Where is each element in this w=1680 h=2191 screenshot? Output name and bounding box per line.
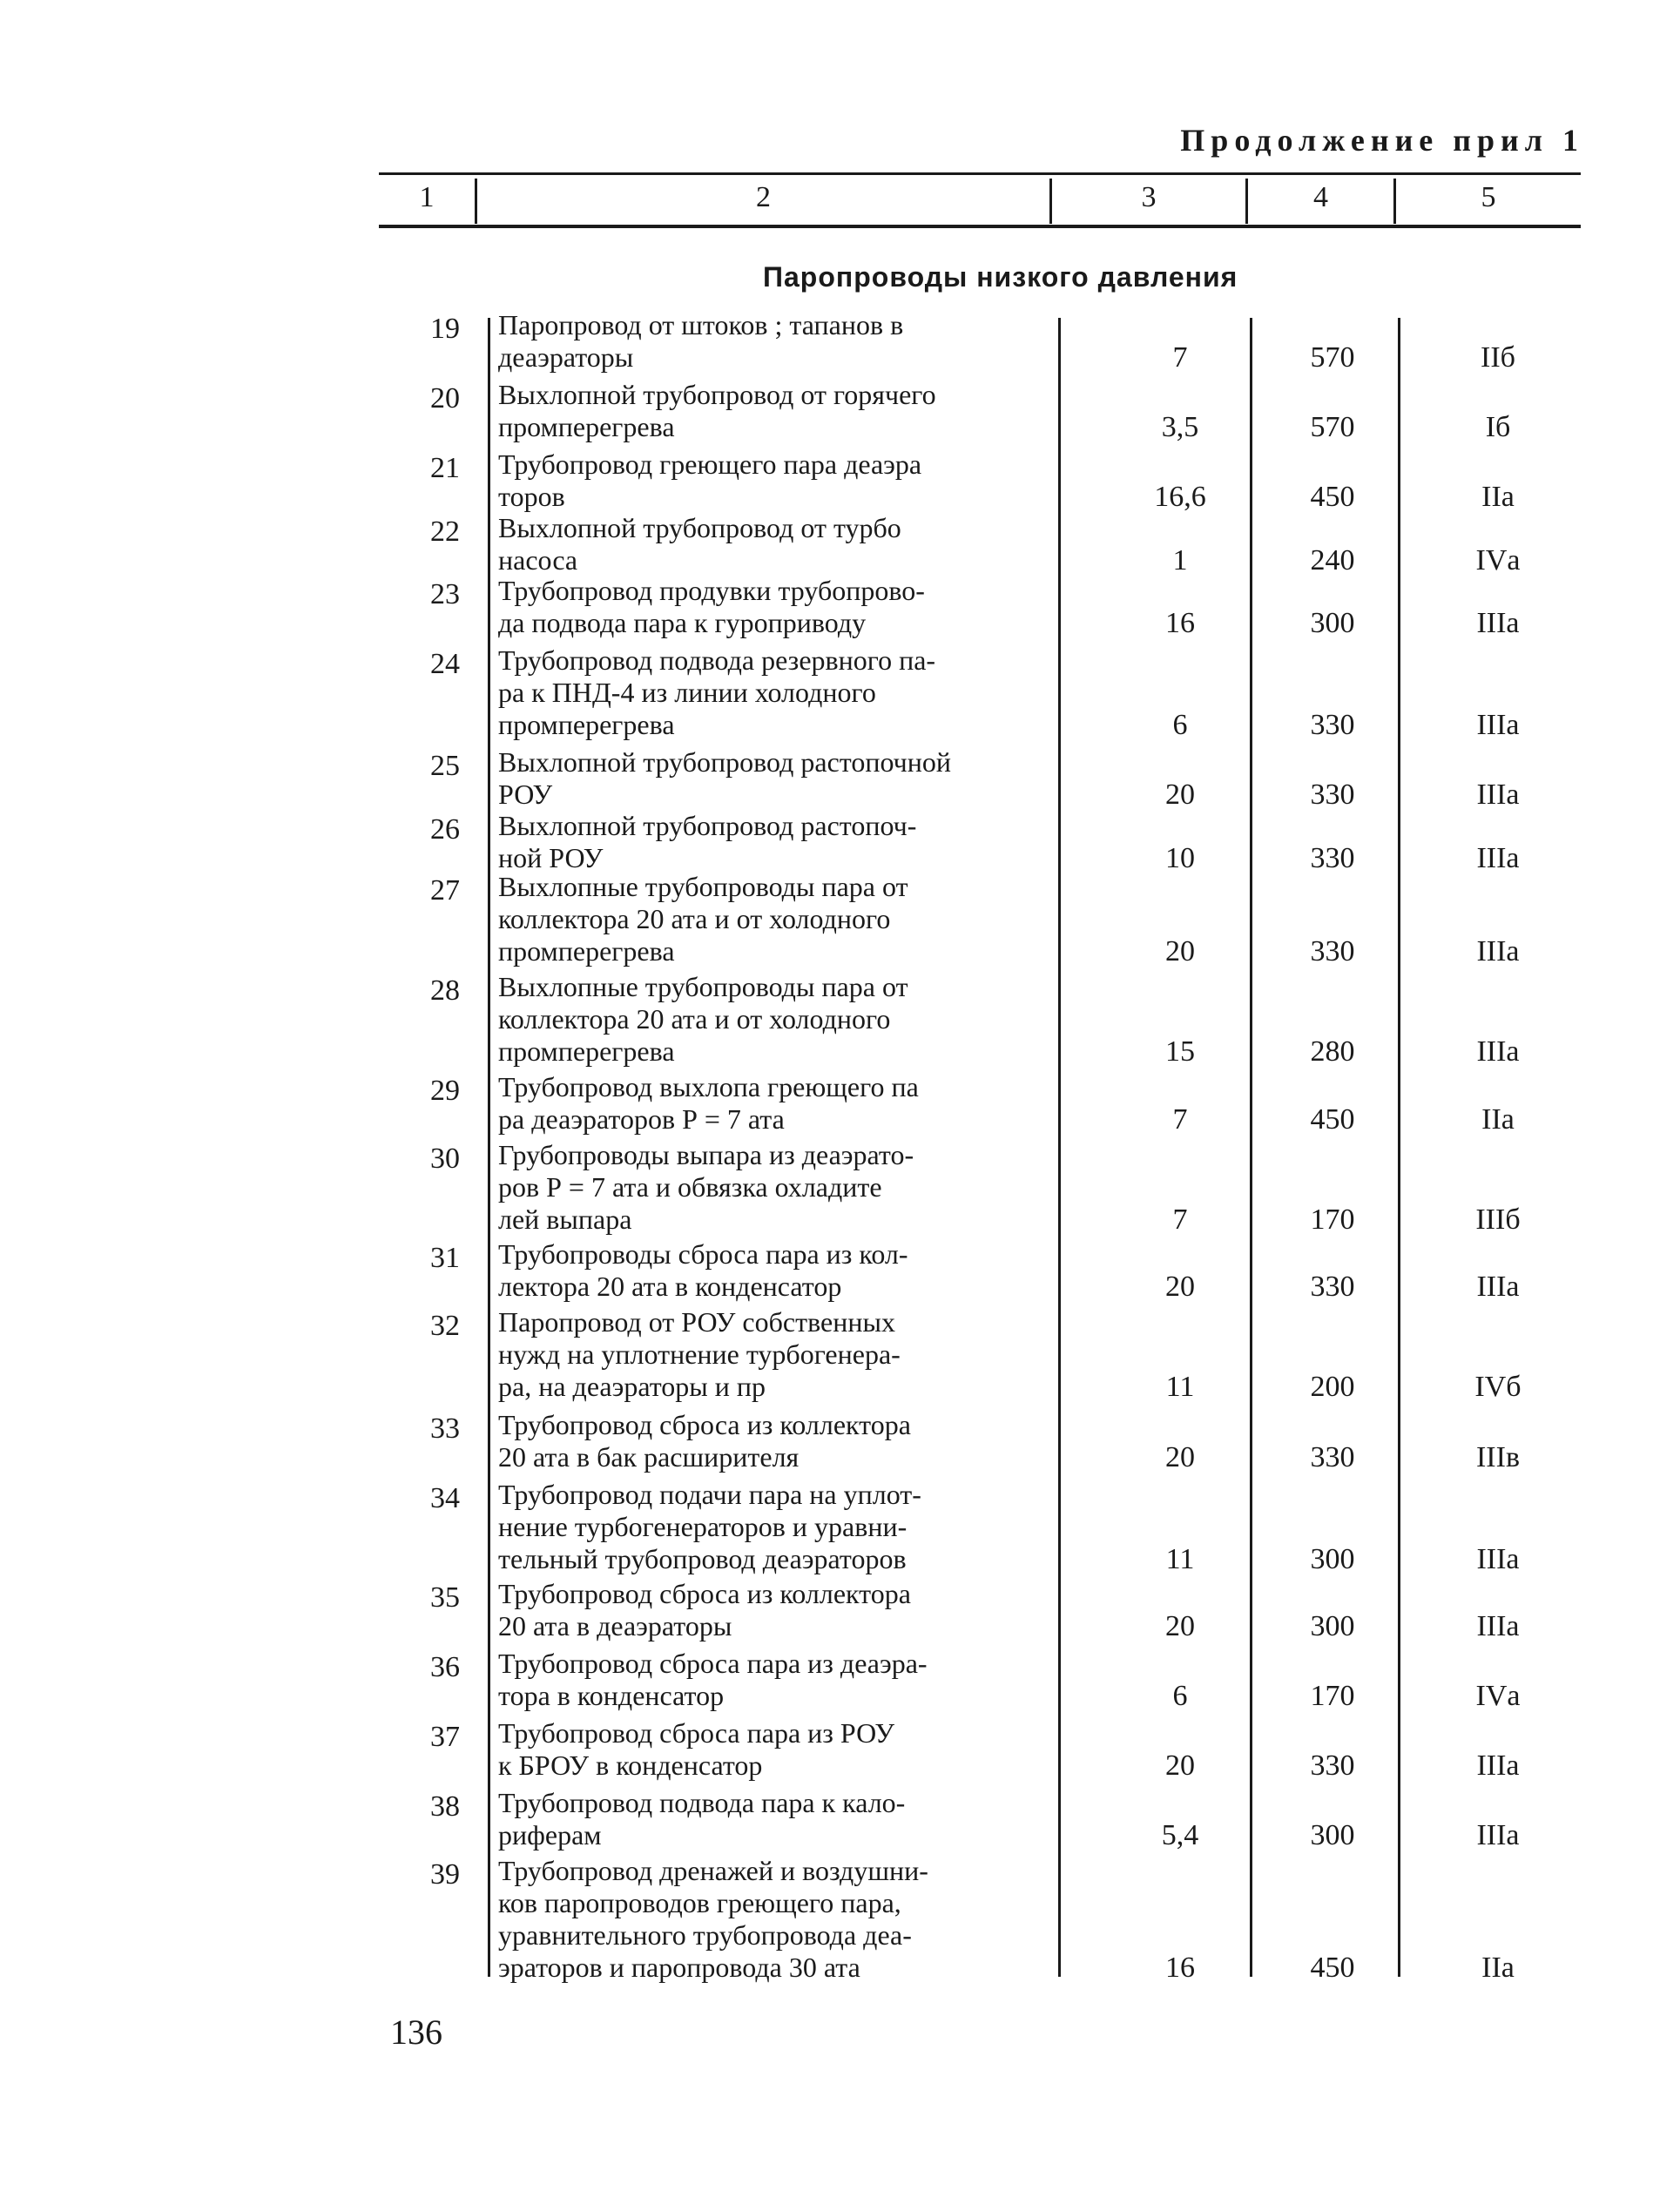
row-category: IIIа	[1476, 1749, 1520, 1782]
row-pressure: 16	[1165, 607, 1195, 639]
row-number: 19	[430, 313, 460, 345]
row-category: IIIб	[1475, 1203, 1521, 1236]
row-description: Трубопровод подвода резервного па- ра к ПНД-4 из линии холодного промперегрева	[498, 644, 936, 740]
body-divider-2	[1058, 318, 1061, 1977]
row-description: Трубопровод сброса пара из деаэра- тора в конденсатор	[498, 1648, 928, 1711]
row-description: Выхлопные трубопроводы пара от коллектора 20 ата и от холодного промперегрева	[498, 971, 908, 1067]
row-description: Грубопроводы выпара из деаэрато- ров Р = 7 ата и обвязка охладите лей выпара	[498, 1139, 914, 1235]
row-category: IIа	[1481, 1952, 1515, 1984]
row-category: IIIа	[1476, 1035, 1520, 1068]
row-number: 37	[430, 1721, 460, 1753]
table-header-bottom-rule	[379, 225, 1581, 228]
row-number: 27	[430, 874, 460, 907]
row-category: IIIа	[1476, 709, 1520, 741]
row-description: Трубопровод сброса из коллектора 20 ата в деаэраторы	[498, 1578, 911, 1642]
row-number: 30	[430, 1143, 460, 1175]
row-category: IIIа	[1476, 607, 1520, 639]
row-temperature: 200	[1310, 1371, 1355, 1403]
row-pressure: 20	[1165, 1271, 1195, 1303]
row-temperature: 450	[1310, 481, 1355, 513]
row-description: Трубопровод сброса пара из РОУ к БРОУ в конденсатор	[498, 1717, 895, 1781]
row-pressure: 5,4	[1161, 1819, 1199, 1851]
row-number: 36	[430, 1651, 460, 1683]
row-pressure: 7	[1172, 1103, 1188, 1136]
row-number: 23	[430, 578, 460, 610]
row-temperature: 450	[1310, 1952, 1355, 1984]
row-pressure: 16,6	[1154, 481, 1206, 513]
row-temperature: 330	[1310, 779, 1355, 811]
row-number: 31	[430, 1242, 460, 1274]
row-number: 32	[430, 1310, 460, 1342]
row-category: IIIа	[1476, 842, 1520, 874]
row-number: 25	[430, 750, 460, 782]
row-pressure: 20	[1165, 935, 1195, 967]
row-category: IVб	[1474, 1371, 1521, 1403]
row-pressure: 20	[1165, 1749, 1195, 1782]
row-category: IIIв	[1475, 1441, 1521, 1473]
row-number: 35	[430, 1581, 460, 1614]
row-description: Трубопровод дренажей и воздушни- ков паропроводов греющего пара, уравнительного трубопровода деа- эраторов и паропровода 30 ата	[498, 1855, 928, 1983]
row-number: 21	[430, 452, 460, 484]
row-number: 26	[430, 813, 460, 846]
row-temperature: 570	[1310, 411, 1355, 443]
row-description: Трубопроводы сброса пара из кол- лектора 20 ата в конденсатор	[498, 1238, 908, 1302]
row-number: 38	[430, 1790, 460, 1823]
row-temperature: 330	[1310, 1441, 1355, 1473]
row-temperature: 330	[1310, 935, 1355, 967]
row-temperature: 450	[1310, 1103, 1355, 1136]
row-number: 33	[430, 1412, 460, 1445]
row-description: Выхлопной трубопровод от турбо насоса	[498, 512, 901, 576]
row-temperature: 330	[1310, 842, 1355, 874]
row-pressure: 11	[1165, 1543, 1195, 1575]
row-description: Выхлопные трубопроводы пара от коллектора 20 ата и от холодного промперегрева	[498, 871, 908, 967]
row-number: 34	[430, 1482, 460, 1514]
row-description: Выхлопной трубопровод растопоч- ной РОУ	[498, 810, 917, 873]
row-description: Трубопровод сброса из коллектора 20 ата в бак расширителя	[498, 1409, 911, 1473]
row-category: IIIа	[1476, 935, 1520, 967]
row-description: Трубопровод продувки трубопрово- да подвода пара к гуроприводу	[498, 575, 925, 638]
row-number: 39	[430, 1858, 460, 1891]
row-category: Iб	[1485, 411, 1511, 443]
page-number: 136	[390, 2012, 442, 2052]
section-title: Паропроводы низкого давления	[763, 261, 1238, 293]
row-pressure: 16	[1165, 1952, 1195, 1984]
row-temperature: 170	[1310, 1203, 1355, 1236]
row-category: IIб	[1481, 341, 1515, 374]
row-temperature: 570	[1310, 341, 1355, 374]
row-temperature: 330	[1310, 1271, 1355, 1303]
row-pressure: 20	[1165, 1610, 1195, 1642]
row-pressure: 7	[1172, 341, 1188, 374]
row-category: IIIа	[1476, 1543, 1520, 1575]
row-temperature: 330	[1310, 1749, 1355, 1782]
row-category: IIIа	[1476, 1819, 1520, 1851]
row-description: Выхлопной трубопровод от горячего промперегрева	[498, 379, 936, 442]
row-description: Паропровод от штоков ; тапанов в деаэраторы	[498, 309, 904, 373]
row-description: Паропровод от РОУ собственных нужд на уплотнение турбогенера- ра, на деаэраторы и пр	[498, 1306, 901, 1402]
row-number: 29	[430, 1075, 460, 1107]
row-description: Трубопровод греющего пара деаэра торов	[498, 448, 922, 512]
row-pressure: 1	[1172, 544, 1188, 576]
column-header-3: 3	[1141, 181, 1157, 213]
row-temperature: 300	[1310, 607, 1355, 639]
row-description: Трубопровод подвода пара к кало- риферам	[498, 1787, 906, 1851]
row-category: IIIа	[1476, 779, 1520, 811]
row-pressure: 15	[1165, 1035, 1195, 1068]
row-description: Трубопровод выхлопа греющего па ра деаэраторов Р = 7 ата	[498, 1071, 919, 1135]
row-temperature: 300	[1310, 1610, 1355, 1642]
row-temperature: 330	[1310, 709, 1355, 741]
row-pressure: 6	[1172, 1680, 1188, 1712]
row-pressure: 10	[1165, 842, 1195, 874]
row-category: IIа	[1481, 1103, 1515, 1136]
row-description: Выхлопной трубопровод растопочной РОУ	[498, 746, 951, 810]
row-temperature: 280	[1310, 1035, 1355, 1068]
row-description: Трубопровод подачи пара на уплот- нение турбогенераторов и уравни- тельный трубопровод деаэраторов	[498, 1479, 921, 1574]
row-category: IIIа	[1476, 1271, 1520, 1303]
column-header-1: 1	[419, 181, 435, 213]
row-pressure: 20	[1165, 1441, 1195, 1473]
row-category: IVа	[1475, 544, 1521, 576]
row-temperature: 300	[1310, 1819, 1355, 1851]
row-pressure: 7	[1172, 1203, 1188, 1236]
body-divider-1	[488, 318, 490, 1977]
continuation-label: Продолжение прил 1	[1180, 123, 1584, 158]
row-pressure: 6	[1172, 709, 1188, 741]
column-header-4: 4	[1313, 181, 1328, 213]
row-category: IIа	[1481, 481, 1515, 513]
row-temperature: 300	[1310, 1543, 1355, 1575]
table-top-rule	[379, 172, 1581, 175]
row-pressure: 20	[1165, 779, 1195, 811]
row-category: IVа	[1475, 1680, 1521, 1712]
row-pressure: 11	[1165, 1371, 1195, 1403]
column-header-2: 2	[756, 181, 771, 213]
row-category: IIIа	[1476, 1610, 1520, 1642]
column-header-5: 5	[1481, 181, 1496, 213]
row-pressure: 3,5	[1161, 411, 1199, 443]
row-number: 24	[430, 648, 460, 680]
row-temperature: 240	[1310, 544, 1355, 576]
row-number: 22	[430, 516, 460, 548]
row-temperature: 170	[1310, 1680, 1355, 1712]
row-number: 20	[430, 382, 460, 415]
row-number: 28	[430, 974, 460, 1007]
